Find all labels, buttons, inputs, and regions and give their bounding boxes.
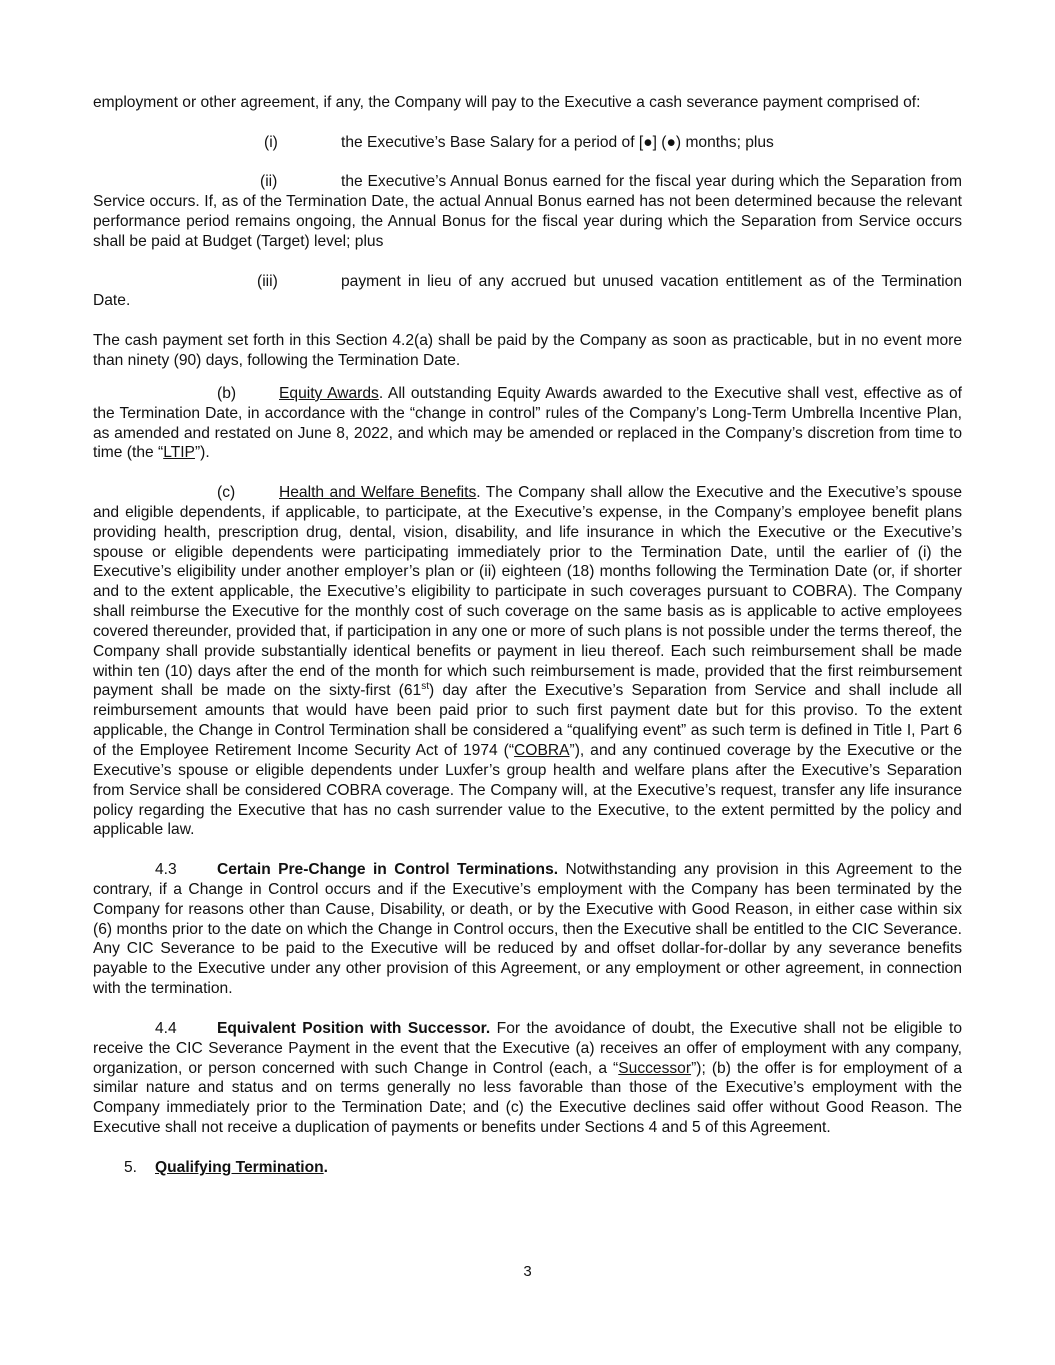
cash-payment-paragraph: The cash payment set forth in this Section 4.2(a) shall be paid by the Company as soon as practicable, but in no event more than ninety (90) days, following the Termination Date. bbox=[93, 332, 962, 369]
item-i bbox=[93, 133, 962, 153]
section-4-3-heading: Certain Pre-Change in Control Terminations. bbox=[217, 861, 559, 879]
health-welfare-paragraph bbox=[93, 483, 962, 840]
equity-awards-paragraph bbox=[93, 384, 962, 463]
ltip-term: LTIP bbox=[163, 444, 195, 462]
section-4-4-heading: Equivalent Position with Successor. bbox=[217, 1019, 491, 1037]
item-iii bbox=[93, 272, 962, 312]
item-ii-text: the Executive’s Annual Bonus earned for the fiscal year during which the Separation from Service occurs. If, as of the Termination Date, the actual Annual Bonus earned has not been determined because the relevant performance period remains ongoing, the Annual Bonus for the fiscal year during which the Separation from Service occurs shall be paid at Budget (Target) level; plus bbox=[93, 173, 962, 250]
item-i-text: the Executive’s Base Salary for a period of [●] (●) months; plus bbox=[341, 133, 774, 151]
section-4-3-number: 4.3 bbox=[155, 861, 177, 879]
section-4-3-paragraph bbox=[93, 860, 962, 999]
item-i-number: (i) bbox=[264, 133, 278, 151]
document-page bbox=[93, 93, 962, 1178]
section-5-heading-line bbox=[93, 1158, 962, 1178]
health-welfare-text-c: ”), and any continued coverage by the Executive or the Executive’s spouse or eligible dependents under Luxfer’s group health and welfare plans after the Executive’s Separation from Service shall be considered COBRA coverage. The Company will, at the Executive’s request, transfer any life insurance policy regarding the Executive that has no cash surrender value to the Executive, to the extent permitted by the policy and applicable law. bbox=[93, 742, 962, 839]
section-5-period: . bbox=[323, 1158, 328, 1176]
section-4-4-text-a: For the avoidance of doubt, the Executive shall not be eligible to receive the CIC Severance Payment in the event that the Executive (a) receives an offer of employment with any company, organization, or person concerned with such Change in Control (each, a “ bbox=[93, 1019, 962, 1077]
health-welfare-number: (c) bbox=[217, 484, 236, 502]
section-5-number: 5. bbox=[124, 1158, 138, 1176]
section-5-heading: Qualifying Termination bbox=[155, 1158, 324, 1176]
item-iii-text: payment in lieu of any accrued but unused vacation entitlement as of the Termination Date. bbox=[93, 272, 962, 310]
equity-awards-number: (b) bbox=[217, 384, 237, 402]
intro-paragraph: employment or other agreement, if any, the Company will pay to the Executive a cash severance payment comprised of: bbox=[93, 94, 921, 111]
section-4-3-text: Notwithstanding any provision in this Agreement to the contrary, if a Change in Control occurs and if the Executive’s employment with the Company has been terminated by the Company for reasons other than Cause, Disability, or death, or by the Executive with Good Reason, in either case within six (6) months prior to the date on which the Change in Control occurs, then the Executive shall be entitled to the CIC Severance. Any CIC Severance to be paid to the Executive will be reduced by and offset dollar-for-dollar by any severance benefits payable to the Executive under any other provision of this Agreement, or any employment or other agreement, in connection with the termination. bbox=[93, 861, 962, 998]
health-welfare-text-b: ) day after the Executive’s Separation from Service and shall include all reimbursement amounts that would have been paid prior to such first payment date but for this proviso. To the extent applicable, the Change in Control Termination shall be considered a “qualifying event” as such term is defined in Title I, Part 6 of the Employee Retirement Income Security Act of 1974 (“ bbox=[93, 682, 962, 759]
equity-awards-text: . All outstanding Equity Awards awarded to the Executive shall vest, effective as of the Termination Date, in accordance with the “change in control” rules of the Company’s Long-Term Umbrella Incentive Plan, as amended and restated on June 8, 2022, and which may be amended or replaced in the Company’s discretion from time to time (the “ bbox=[93, 384, 962, 462]
equity-awards-end: ”). bbox=[194, 444, 210, 462]
item-iii-number: (iii) bbox=[257, 272, 278, 290]
section-4-4-paragraph bbox=[93, 1019, 962, 1138]
cobra-term: COBRA bbox=[514, 742, 570, 759]
ordinal-superscript: st bbox=[421, 681, 430, 693]
item-ii bbox=[93, 172, 962, 251]
item-ii-number: (ii) bbox=[260, 173, 278, 191]
health-welfare-heading: Health and Welfare Benefits bbox=[279, 484, 477, 502]
page-number: 3 bbox=[523, 1263, 532, 1280]
section-4-4-text-b: ”); (b) the offer is for employment of a similar nature and status and on terms generally no less favorable than those of the Executive’s employment with the Company immediately prior to the Termination Date; and (c) the Executive declines said offer without Good Reason. The Executive shall not receive a duplication of payments or benefits under Sections 4 and 5 of this Agreement. bbox=[93, 1059, 963, 1137]
equity-awards-heading: Equity Awards bbox=[279, 384, 379, 402]
successor-term: Successor bbox=[618, 1059, 692, 1077]
section-4-4-number: 4.4 bbox=[155, 1019, 177, 1037]
health-welfare-text-a: . The Company shall allow the Executive and the Executive’s spouse and eligible dependents, if applicable, to participate, at the Executive’s expense, in the Company’s employee benefit plans providing health, prescription drug, dental, vision, disability, and life insurance in which the Executive or the Executive’s spouse or eligible dependents were participating immediately prior to the Termination Date, until the earlier of (i) the Executive’s eligibility under another employer’s plan or (ii) eighteen (18) months following the Termination Date (or, if shorter and to the extent applicable, the Executive’s eligibility to participate in such coverages pursuant to COBRA). The Company shall reimburse the Executive for the monthly cost of such coverage on the same basis as is applicable to active employees covered thereunder, provided that, if participation in any one or more of such plans is not possible under the terms thereof, the Company shall provide substantially identical benefits or payment in lieu thereof. Each such reimbursement shall be made within ten (10) days after the end of the month for which such reimbursement is made, provided that the first reimbursement payment shall be made on the sixty-first (61 bbox=[93, 484, 962, 700]
